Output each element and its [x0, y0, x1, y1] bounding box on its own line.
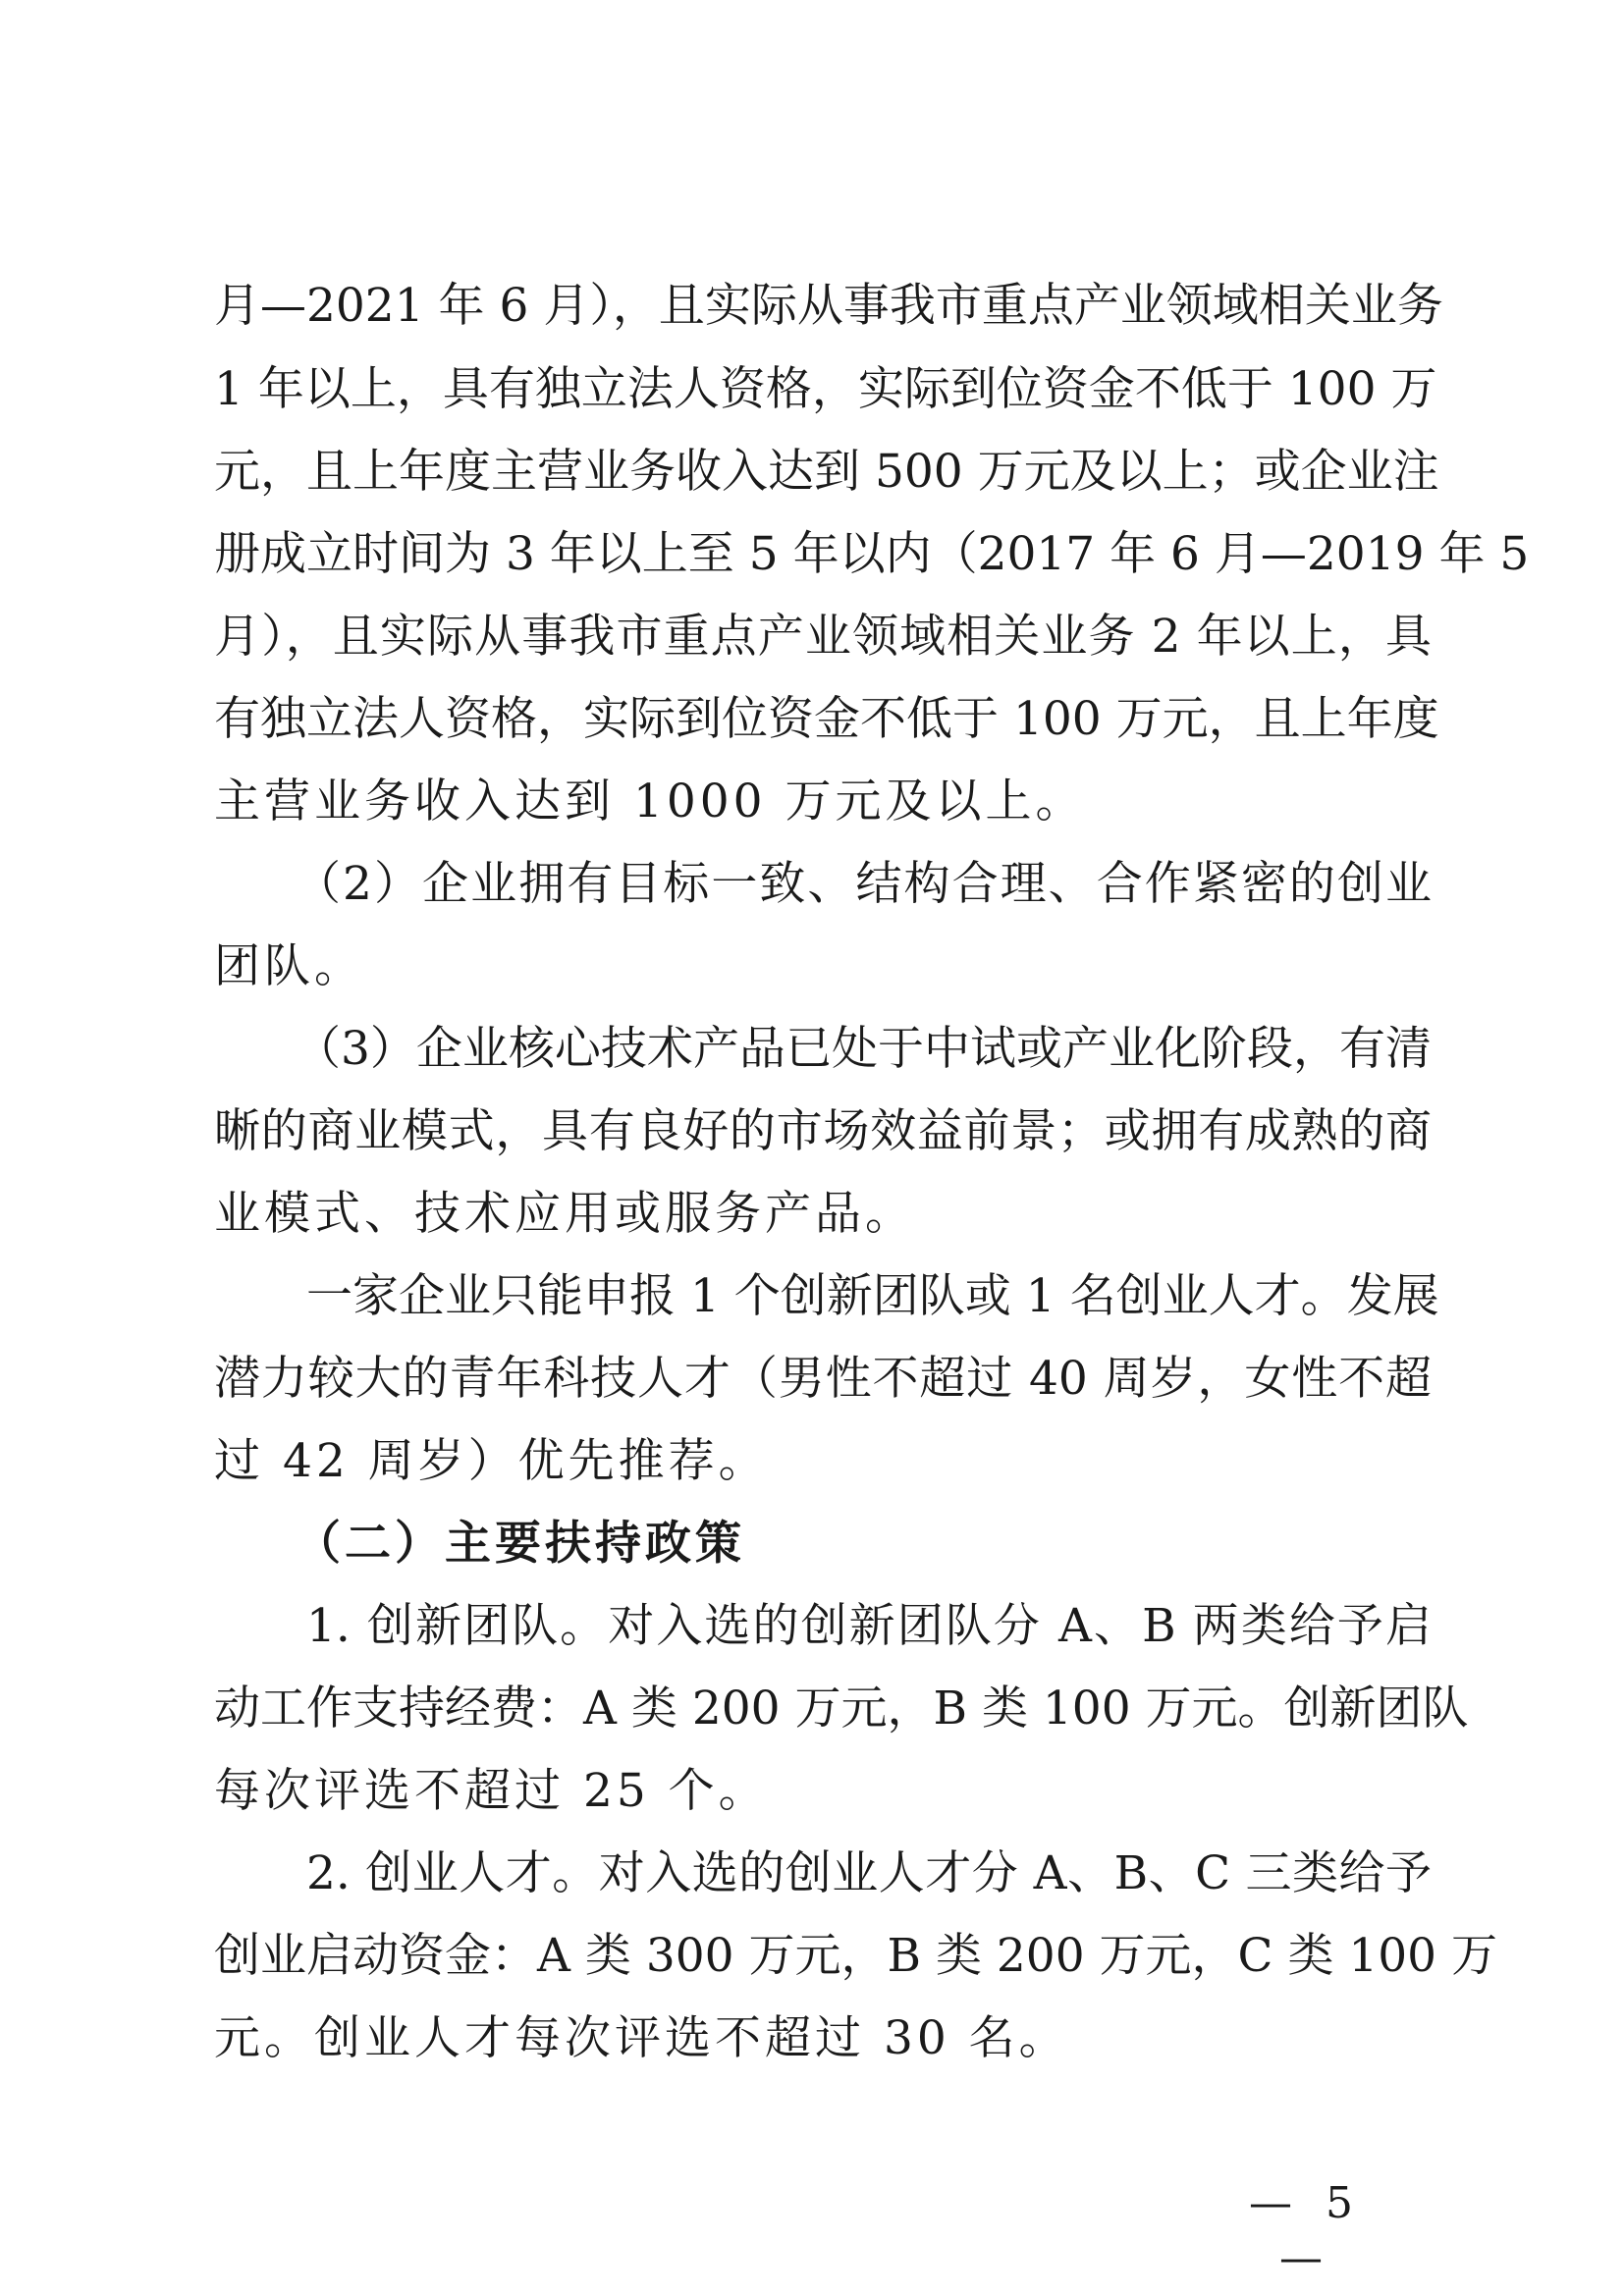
paragraph-line: 潜力较大的青年科技人才（男性不超过 40 周岁，女性不超: [214, 1352, 1432, 1406]
paragraph-line: 过 42 周岁）优先推荐。: [214, 1434, 769, 1488]
paragraph-line: 月），且实际从事我市重点产业领域相关业务 2 年以上，具: [214, 610, 1432, 664]
paragraph-line: 团队。: [214, 939, 364, 993]
paragraph-line: 创业启动资金：A 类 300 万元，B 类 200 万元，C 类 100 万: [214, 1929, 1498, 1983]
paragraph-first-line: 1. 创新团队。对入选的创新团队分 A、B 两类给予启: [306, 1599, 1432, 1653]
paragraph-line: 1 年以上，具有独立法人资格，实际到位资金不低于 100 万: [214, 362, 1437, 416]
paragraph-line: 主营业务收入达到 1000 万元及以上。: [214, 774, 1086, 828]
paragraph-first-line: 2. 创业人才。对入选的创业人才分 A、B、C 三类给予: [306, 1846, 1432, 1900]
paragraph-line: 册成立时间为 3 年以上至 5 年以内（2017 年 6 月—2019 年 5: [214, 527, 1530, 581]
paragraph-first-line: 一家企业只能申报 1 个创新团队或 1 名创业人才。发展: [306, 1269, 1439, 1323]
paragraph-line: 月—2021 年 6 月），且实际从事我市重点产业领域相关业务: [214, 279, 1443, 333]
paragraph-line: 每次评选不超过 25 个。: [214, 1764, 769, 1818]
paragraph-line: 元。创业人才每次评选不超过 30 名。: [214, 2011, 1069, 2065]
list-item-2: （2）企业拥有目标一致、结构合理、合作紧密的创业: [295, 857, 1432, 911]
list-item-3: （3）企业核心技术产品已处于中试或产业化阶段，有清: [295, 1022, 1432, 1076]
paragraph-line: 晰的商业模式，具有良好的市场效益前景；或拥有成熟的商: [214, 1104, 1432, 1158]
paragraph-line: 有独立法人资格，实际到位资金不低于 100 万元，且上年度: [214, 692, 1439, 746]
page-number: — 5 —: [1249, 2178, 1363, 2283]
paragraph-line: 元，且上年度主营业务收入达到 500 万元及以上；或企业注: [214, 445, 1439, 499]
paragraph-line: 业模式、技术应用或服务产品。: [214, 1187, 915, 1241]
paragraph-line: 动工作支持经费：A 类 200 万元，B 类 100 万元。创新团队: [214, 1682, 1469, 1735]
section-heading: （二）主要扶持政策: [295, 1517, 745, 1571]
